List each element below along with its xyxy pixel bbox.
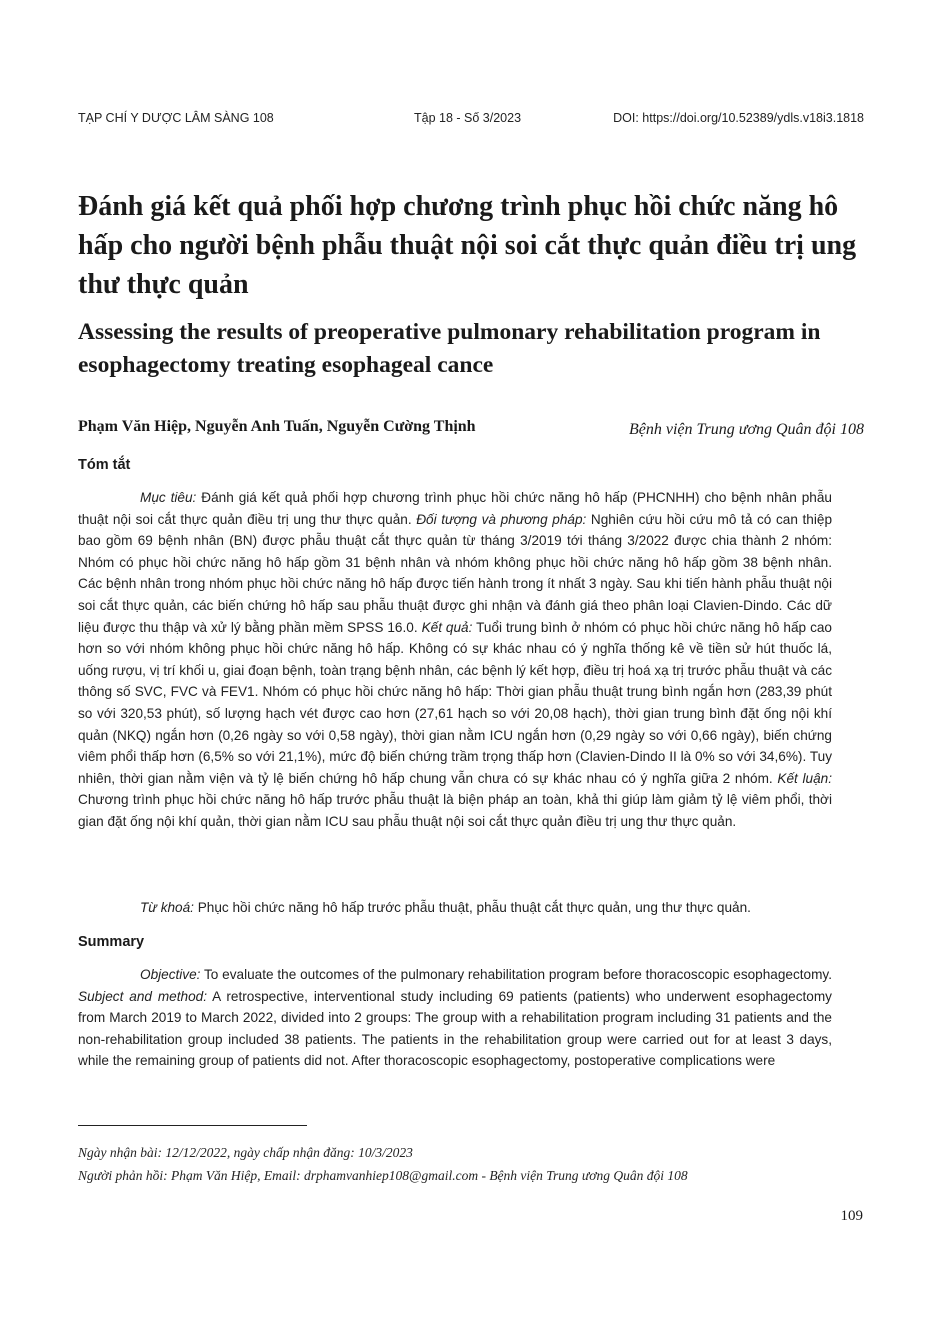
footnote-correspondence: Người phản hồi: Phạm Văn Hiệp, Email: drphamvanhiep108@gmail.com - Bệnh viện Trung ương Quân đội 108 <box>78 1168 688 1183</box>
label-keywords-vi: Từ khoá: <box>140 900 194 915</box>
method-en: A retrospective, interventional study including 69 patients (patients) who underwent esophagectomy from March 2019 to March 2022, divided into 2 groups: The group with a rehabilitation program including 31 patients and the non-rehabilitation group included 38 patients. The patients in the rehabilitation group were carried out for at least 3 days, while the remaining group of patients did not. After thoracoscopic esophagectomy, postoperative complications were <box>78 988 832 1069</box>
label-method-vi: Đối tượng và phương pháp: <box>416 511 587 527</box>
result-vi: Tuổi trung bình ở nhóm có phục hồi chức năng hô hấp cao hơn so với nhóm không phục hồi chức năng hô hấp. Không có sự khác nhau có ý nghĩa thống kê về tiền sử hút thuốc lá, uống rượu, vị trí khối u, giai đoạn bệnh, toàn trạng bệnh nhân, các bệnh lý kết hợp, điều trị hoá xạ trị trước phẫu thuật và các thông số SVC, FVC và FEV1. Nhóm có phục hồi chức năng hô hấp: Thời gian phẫu thuật trung bình ngắn hơn (283,39 phút so với 320,53 phút), số lượng hạch vét được cao hơn (27,61 hạch so với 20,08 hạch), thời gian trung bình đặt ống nội khí quản (NKQ) ngắn hơn (0,26 ngày so với 0,58 ngày), thời gian nằm ICU ngắn hơn (0,29 ngày so với 0,66 ngày), biến chứng viêm phổi thấp hơn (6,5% so với 21,1%), mức độ biến chứng trầm trọng thấp hơn (Clavien-Dindo II là 0% so với 34,6%). Tuy nhiên, thời gian nằm viện và tỷ lệ biến chứng hô hấp chung vẫn chưa có sự khác nhau có ý nghĩa giữa 2 nhóm. <box>78 619 832 786</box>
conclusion-vi: Chương trình phục hồi chức năng hô hấp trước phẫu thuật là biện pháp an toàn, khả thi giúp làm giảm tỷ lệ viêm phổi, thời gian đặt ống nội khí quản, thời gian nằm ICU sau phẫu thuật nội soi cắt thực quản điều trị ung thư thực quản. <box>78 792 832 829</box>
keywords-vi-text: Phục hồi chức năng hô hấp trước phẫu thuật, phẫu thuật cắt thực quản, ung thư thực quản. <box>193 900 751 915</box>
objective-en: To evaluate the outcomes of the pulmonary rehabilitation program before thoracoscopic esophagectomy. <box>200 967 832 982</box>
label-objective-en: Objective: <box>140 967 201 982</box>
method-vi: Nghiên cứu hồi cứu mô tả có can thiệp bao gồm 69 bệnh nhân (BN) được phẫu thuật cắt thực quản từ tháng 3/2019 tới tháng 3/2022 được chia thành 2 nhóm: Nhóm có phục hồi chức năng hô hấp gồm 31 bệnh nhân và nhóm không phục hồi chức năng hô hấp gồm 38 bệnh nhân. Các bệnh nhân trong nhóm phục hồi chức năng hô hấp được tiến hành trong ít nhất 3 ngày. Sau khi tiến hành phẫu thuật nội soi cắt thực quản, các biến chứng hô hấp sau phẫu thuật được ghi nhận và đánh giá theo phân loại Clavien-Dindo. Các dữ liệu được thu thập và xử lý bằng phần mềm SPSS 16.0. <box>78 511 832 635</box>
abstract-vietnamese <box>78 487 832 833</box>
footnote-divider <box>78 1125 307 1126</box>
label-conclusion-vi: Kết luận: <box>777 770 832 786</box>
keywords-vi <box>78 897 832 919</box>
doi-link[interactable]: DOI: https://doi.org/10.52389/ydls.v18i3.1818 <box>613 111 864 125</box>
abstract-vi-heading: Tóm tắt <box>78 457 131 473</box>
issue-number: Tập 18 - Số 3/2023 <box>414 111 522 125</box>
title-english: Assessing the results of preoperative pulmonary rehabilitation program in esophagectomy treating esophageal cance <box>78 319 821 378</box>
running-header <box>78 111 864 129</box>
page-number: 109 <box>840 1208 863 1224</box>
abstract-english <box>78 964 832 1072</box>
journal-name: TẠP CHÍ Y DƯỢC LÂM SÀNG 108 <box>78 111 274 125</box>
footnote-received: Ngày nhận bài: 12/12/2022, ngày chấp nhận đăng: 10/3/2023 <box>78 1145 413 1160</box>
author-list: Phạm Văn Hiệp, Nguyễn Anh Tuấn, Nguyễn Cường Thịnh <box>78 418 476 435</box>
label-method-en: Subject and method: <box>78 988 207 1004</box>
objective-vi: Đánh giá kết quả phối hợp chương trình phục hồi chức năng hô hấp (PHCNHH) cho bệnh nhân phẫu thuật nội soi cắt thực quản điều trị ung thư thực quản. <box>78 490 832 527</box>
label-result-vi: Kết quả: <box>421 619 473 635</box>
label-objective-vi: Mục tiêu: <box>140 490 197 505</box>
affiliation: Bệnh viện Trung ương Quân đội 108 <box>628 421 864 438</box>
abstract-en-heading: Summary <box>78 934 145 950</box>
title-vietnamese: Đánh giá kết quả phối hợp chương trình phục hồi chức năng hô hấp cho người bệnh phẫu thuật nội soi cắt thực quản điều trị ung thư thực quản <box>78 191 857 300</box>
